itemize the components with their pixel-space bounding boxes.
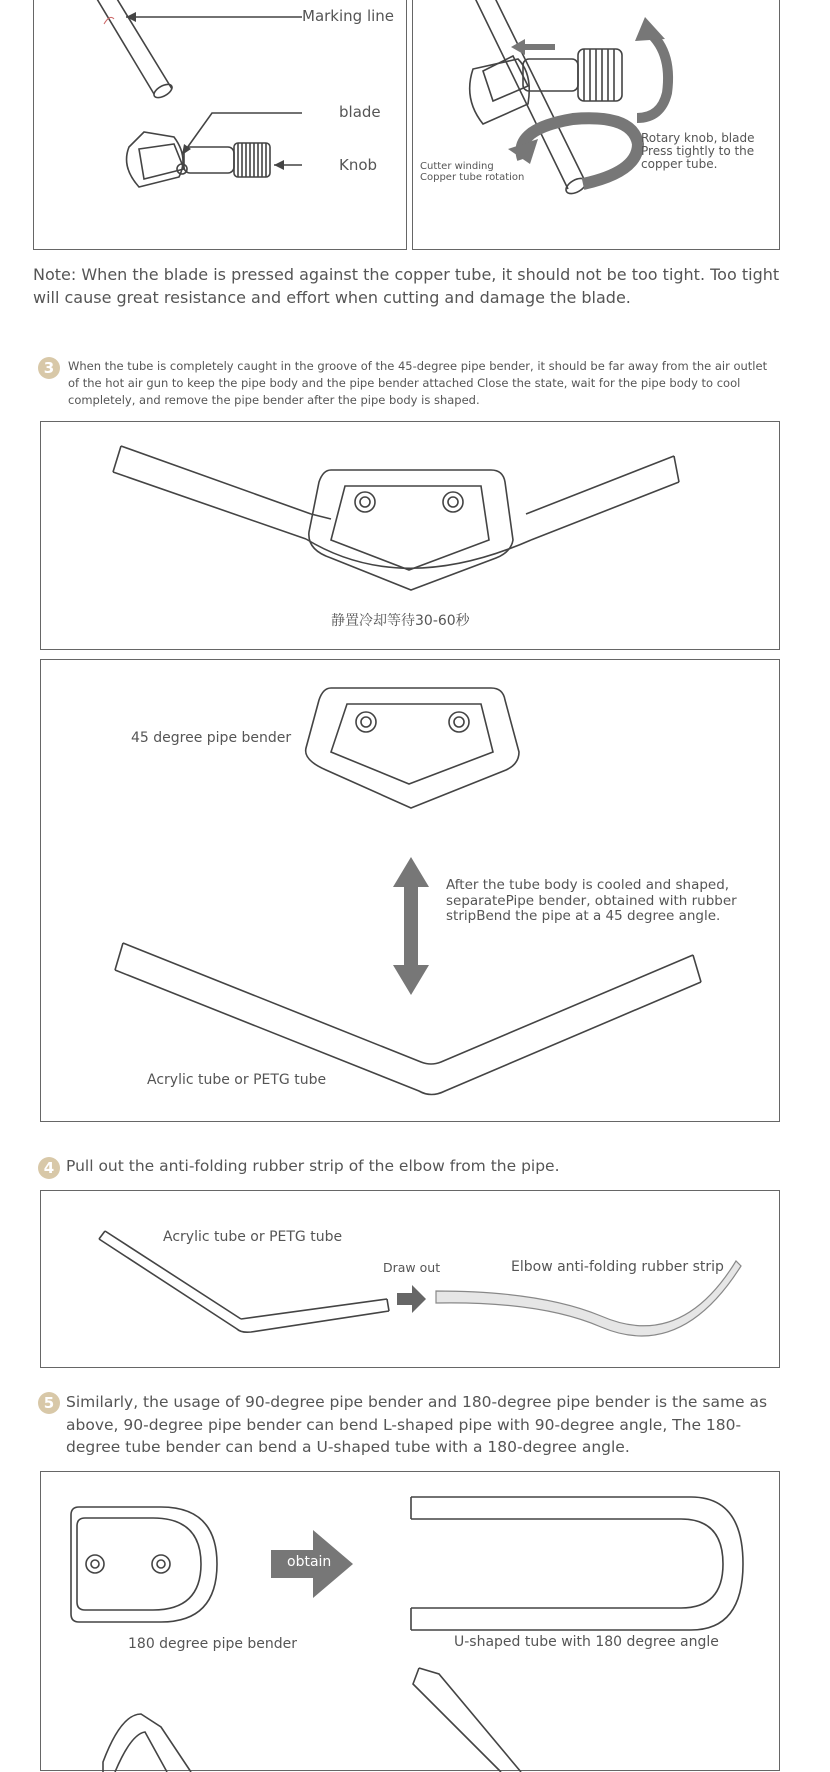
knob-label: Knob	[339, 156, 378, 174]
step-4-tube-label: Acrylic tube or PETG tube	[163, 1229, 343, 1245]
step-3-text: When the tube is completely caught in the groove of the 45-degree pipe bender, it should be far away from the air outlet of the hot air gun to keep the pipe body and the pipe bender attached Close the state, wait for the pipe body to cool completely, and remove the pipe bender after the pipe body is shaped.	[68, 359, 768, 407]
180-degree-bender-diagram	[41, 1472, 781, 1772]
step-3-panel-2	[40, 659, 780, 1122]
step-4-panel	[40, 1190, 780, 1368]
step-4-text: Pull out the anti-folding rubber strip of the elbow from the pipe.	[66, 1157, 560, 1175]
top-note: Note: When the blade is pressed against the copper tube, it should not be too tight. Too tight will cause great resistance and effort when cutting and damage the blade.	[33, 265, 780, 307]
rubber-strip-removal-diagram	[41, 1191, 781, 1369]
acrylic-tube-label: Acrylic tube or PETG tube	[147, 1072, 327, 1088]
cutter-winding-label: Cutter winding Copper tube rotation	[420, 161, 525, 183]
rotary-knob-label: Rotary knob, blade Press tightly to the copper tube.	[641, 131, 755, 171]
step-4-badge: 4	[38, 1157, 60, 1179]
pipe-cutter-diagram	[34, 0, 408, 251]
cutter-rotation-diagram	[413, 0, 781, 251]
blade-label: blade	[339, 103, 381, 121]
cutter-right-panel	[412, 0, 780, 250]
marking-line-label: Marking line	[302, 7, 395, 25]
obtain-label: obtain	[287, 1554, 332, 1570]
step-3-panel-1	[40, 421, 780, 650]
after-cooling-label: After the tube body is cooled and shaped, separatePipe bender, obtained with rubber stripBend the pipe at a 45 degree angle.	[446, 877, 737, 924]
u-tube-label: U-shaped tube with 180 degree angle	[454, 1634, 719, 1650]
cooling-caption: 静置冷却等待30-60秒	[331, 613, 470, 629]
rubber-strip-label: Elbow anti-folding rubber strip	[511, 1259, 724, 1275]
step-5-text: Similarly, the usage of 90-degree pipe bender and 180-degree pipe bender is the same as above, 90-degree pipe bender can bend L-shaped pipe with 90-degree angle, The 180-degree tube bender can bend a U-shaped tube with a 180-degree angle.	[66, 1393, 768, 1456]
cutter-left-panel	[33, 0, 407, 250]
step-5-panel	[40, 1471, 780, 1771]
45-degree-bender-label: 45 degree pipe bender	[131, 730, 292, 746]
step-3-badge: 3	[38, 357, 60, 379]
draw-out-label: Draw out	[383, 1260, 441, 1275]
180-bender-label: 180 degree pipe bender	[128, 1636, 298, 1652]
step-5-badge: 5	[38, 1392, 60, 1414]
